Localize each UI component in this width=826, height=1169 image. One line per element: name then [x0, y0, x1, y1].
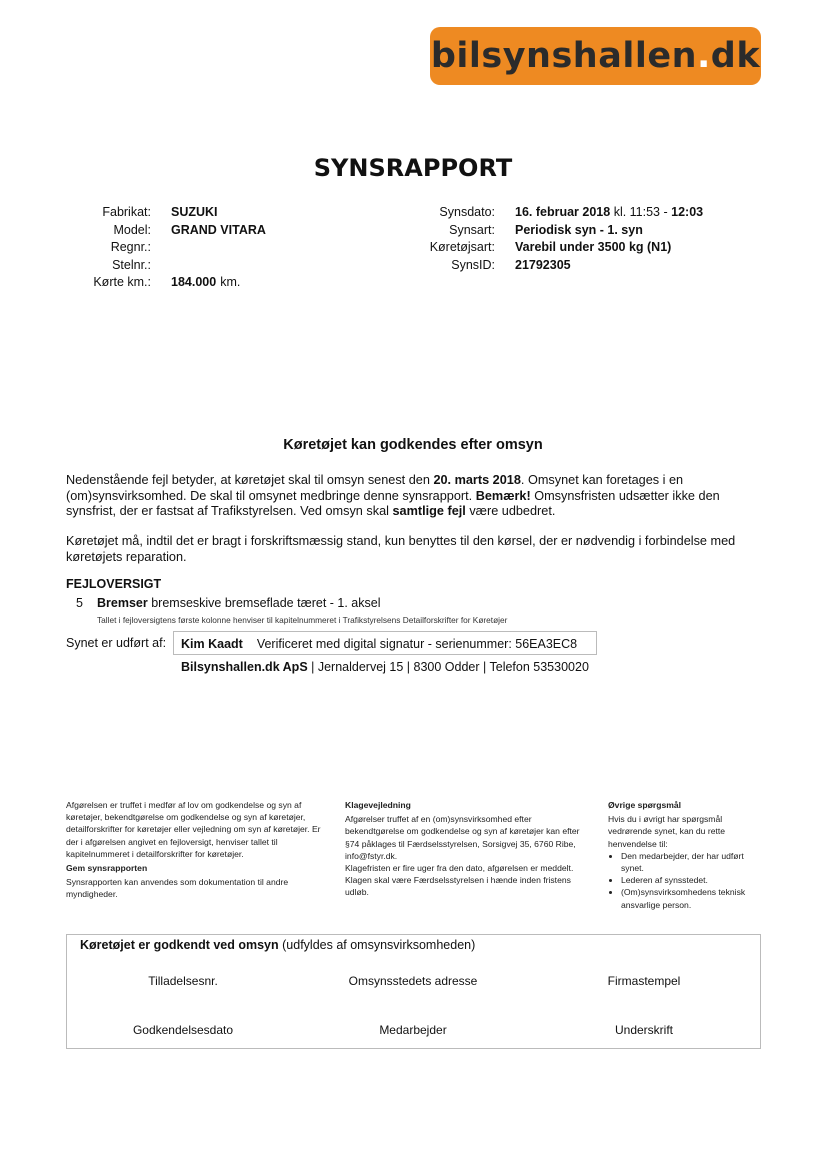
km-label: Kørte km.: — [93, 275, 151, 289]
footer-col-legal — [66, 799, 321, 901]
para-text: Nedenstående fejl betyder, at køretøjet skal til omsyn senest den — [66, 473, 434, 487]
gem-heading: Gem synsrapporten — [66, 863, 148, 874]
synsdato-end: 12:03 — [671, 205, 704, 219]
questions-text: Hvis du i øvrigt har spørgsmål vedrørende synet, kan du rette henvendelse til: — [608, 814, 726, 849]
klage-text: Afgørelser truffet af en (om)synsvirksomhed efter bekendtgørelse om godkendelse og syn af køretøjer kan efter §74 påklages til Færdselsstyrelsen, Sorsigvej 35, 6760 Ribe, info@fstyr.dk. — [345, 814, 580, 861]
approval-heading-rest: (udfyldes af omsynsvirksomheden) — [278, 938, 476, 952]
fabrikat-value: SUZUKI — [171, 205, 218, 219]
fejl-description: bremseskive bremseflade tæret - 1. aksel — [151, 596, 381, 610]
fejl-category: Bremser — [97, 596, 148, 610]
fejl-item — [76, 596, 380, 610]
questions-heading: Øvrige spørgsmål — [608, 800, 682, 810]
fejloversigt-heading: FEJLOVERSIGT — [66, 577, 162, 591]
model-label: Model: — [113, 222, 151, 237]
approval-heading — [80, 938, 475, 952]
company-info — [181, 660, 589, 674]
tilladelsesnr-field: Tilladelsesnr. — [148, 974, 218, 988]
klage-heading: Klagevejledning — [345, 800, 411, 810]
klage-frist-text: Klagefristen er fire uger fra den dato, afgørelsen er meddelt. Klagen skal være Færdselsstyrelsen i hænde inden fristens udløb. — [345, 863, 574, 898]
page-title: SYNSRAPPORT — [313, 154, 513, 182]
omsyn-deadline: 20. marts 2018 — [433, 473, 521, 487]
logo[interactable] — [430, 27, 761, 85]
para-text: Omsynsfristen udsætter ikke den synsfrist, der er fastsat af Trafikstyrelsen. Ved omsyn skal — [66, 488, 720, 519]
list-item: • Den medarbejder, der har udført synet. — [621, 850, 768, 874]
firmastempel-field: Firmastempel — [607, 974, 681, 988]
km-unit: km. — [220, 275, 241, 289]
synsdato-value: 16. februar 2018 — [515, 205, 611, 219]
para-text: være udbedret. — [465, 504, 556, 519]
synet-af-label: Synet er udført af: — [66, 636, 167, 650]
approval-box — [66, 934, 761, 1049]
synsdato-label: Synsdato: — [439, 205, 495, 219]
vehicle-info — [60, 204, 360, 292]
regnr-label: Regnr.: — [110, 240, 151, 254]
samtlige-fejl-text: samtlige fejl — [392, 504, 466, 519]
synsart-value: Periodisk syn - 1. syn — [515, 222, 643, 237]
gem-text: Synsrapporten kan anvendes som dokumentation til andre myndigheder. — [66, 877, 289, 900]
medarbejder-field: Medarbejder — [379, 1023, 447, 1037]
synsdato-time: kl. 11:53 - — [613, 205, 668, 219]
verdict-heading: Køretøjet kan godkendes efter omsyn — [283, 437, 543, 453]
footer-col-questions — [608, 799, 768, 911]
fabrikat-label: Fabrikat: — [102, 205, 151, 219]
bemaerk-text: Bemærk! — [475, 488, 531, 503]
underskrift-field: Underskrift — [614, 1023, 673, 1037]
inspector-name: Kim Kaadt — [181, 637, 243, 651]
omsyn-paragraph — [66, 473, 766, 520]
usage-paragraph: Køretøjet må, indtil det er bragt i forskriftsmæssig stand, kun benyttes til den kørsel, der er nødvendig i forbindelse med køretøjets reparation. — [66, 534, 736, 564]
stelnr-label: Stelnr.: — [112, 257, 151, 272]
omsynsstedets-adresse-field: Omsynsstedets adresse — [348, 974, 478, 988]
company-details: | Jernaldervej 15 | 8300 Odder | Telefon 53530020 — [307, 660, 589, 674]
approval-heading-bold: Køretøjet er godkendt ved omsyn — [80, 938, 279, 952]
synsid-label: SynsID: — [451, 257, 495, 272]
logo-main: bilsynshallen — [430, 36, 697, 76]
koeretoejsart-value: Varebil under 3500 kg (N1) — [515, 240, 672, 254]
footer-col-klage — [345, 799, 585, 899]
list-item: • (Om)synsvirksomhedens teknisk ansvarlige person. — [621, 886, 768, 910]
questions-list — [608, 850, 768, 911]
company-name: Bilsynshallen.dk ApS — [181, 660, 308, 674]
logo-dot: . — [697, 36, 711, 76]
fejl-note: Tallet i fejloversigtens første kolonne henviser til kapitelnummeret i Trafikstyrelsens Detailforskrifter for Køretøjer — [97, 615, 508, 625]
synsid-value: 21792305 — [515, 257, 571, 272]
para-text: . Omsynet kan foretages i en (om)synsvirksomhed. De skal til omsynet medbringe denne synsrapport. — [66, 473, 684, 503]
km-value: 184.000 — [171, 275, 217, 289]
legal-text: Afgørelsen er truffet i medfør af lov om godkendelse og syn af køretøjer, bekendtgørelse om godkendelse og syn af køretøjer, detailforskrifter for køretøjer eller vejledning om syn af køretøjer. Er der i afgørelsen angivet en fejloversigt, henviser tallet til kapitelnummeret i detailforskrifter for køretøjer. — [66, 800, 321, 859]
fejl-number: 5 — [76, 596, 83, 610]
signature-box — [173, 631, 597, 655]
logo-tld: dk — [710, 36, 761, 76]
godkendelsesdato-field: Godkendelsesdato — [132, 1023, 234, 1037]
synsart-label: Synsart: — [449, 222, 495, 237]
koeretoejsart-label: Køretøjsart: — [429, 240, 495, 254]
list-item: • Lederen af synsstedet. — [621, 874, 768, 886]
signature-text: Verificeret med digital signatur - serienummer: 56EA3EC8 — [256, 637, 578, 651]
inspection-info — [400, 204, 780, 274]
model-value: GRAND VITARA — [171, 222, 266, 237]
